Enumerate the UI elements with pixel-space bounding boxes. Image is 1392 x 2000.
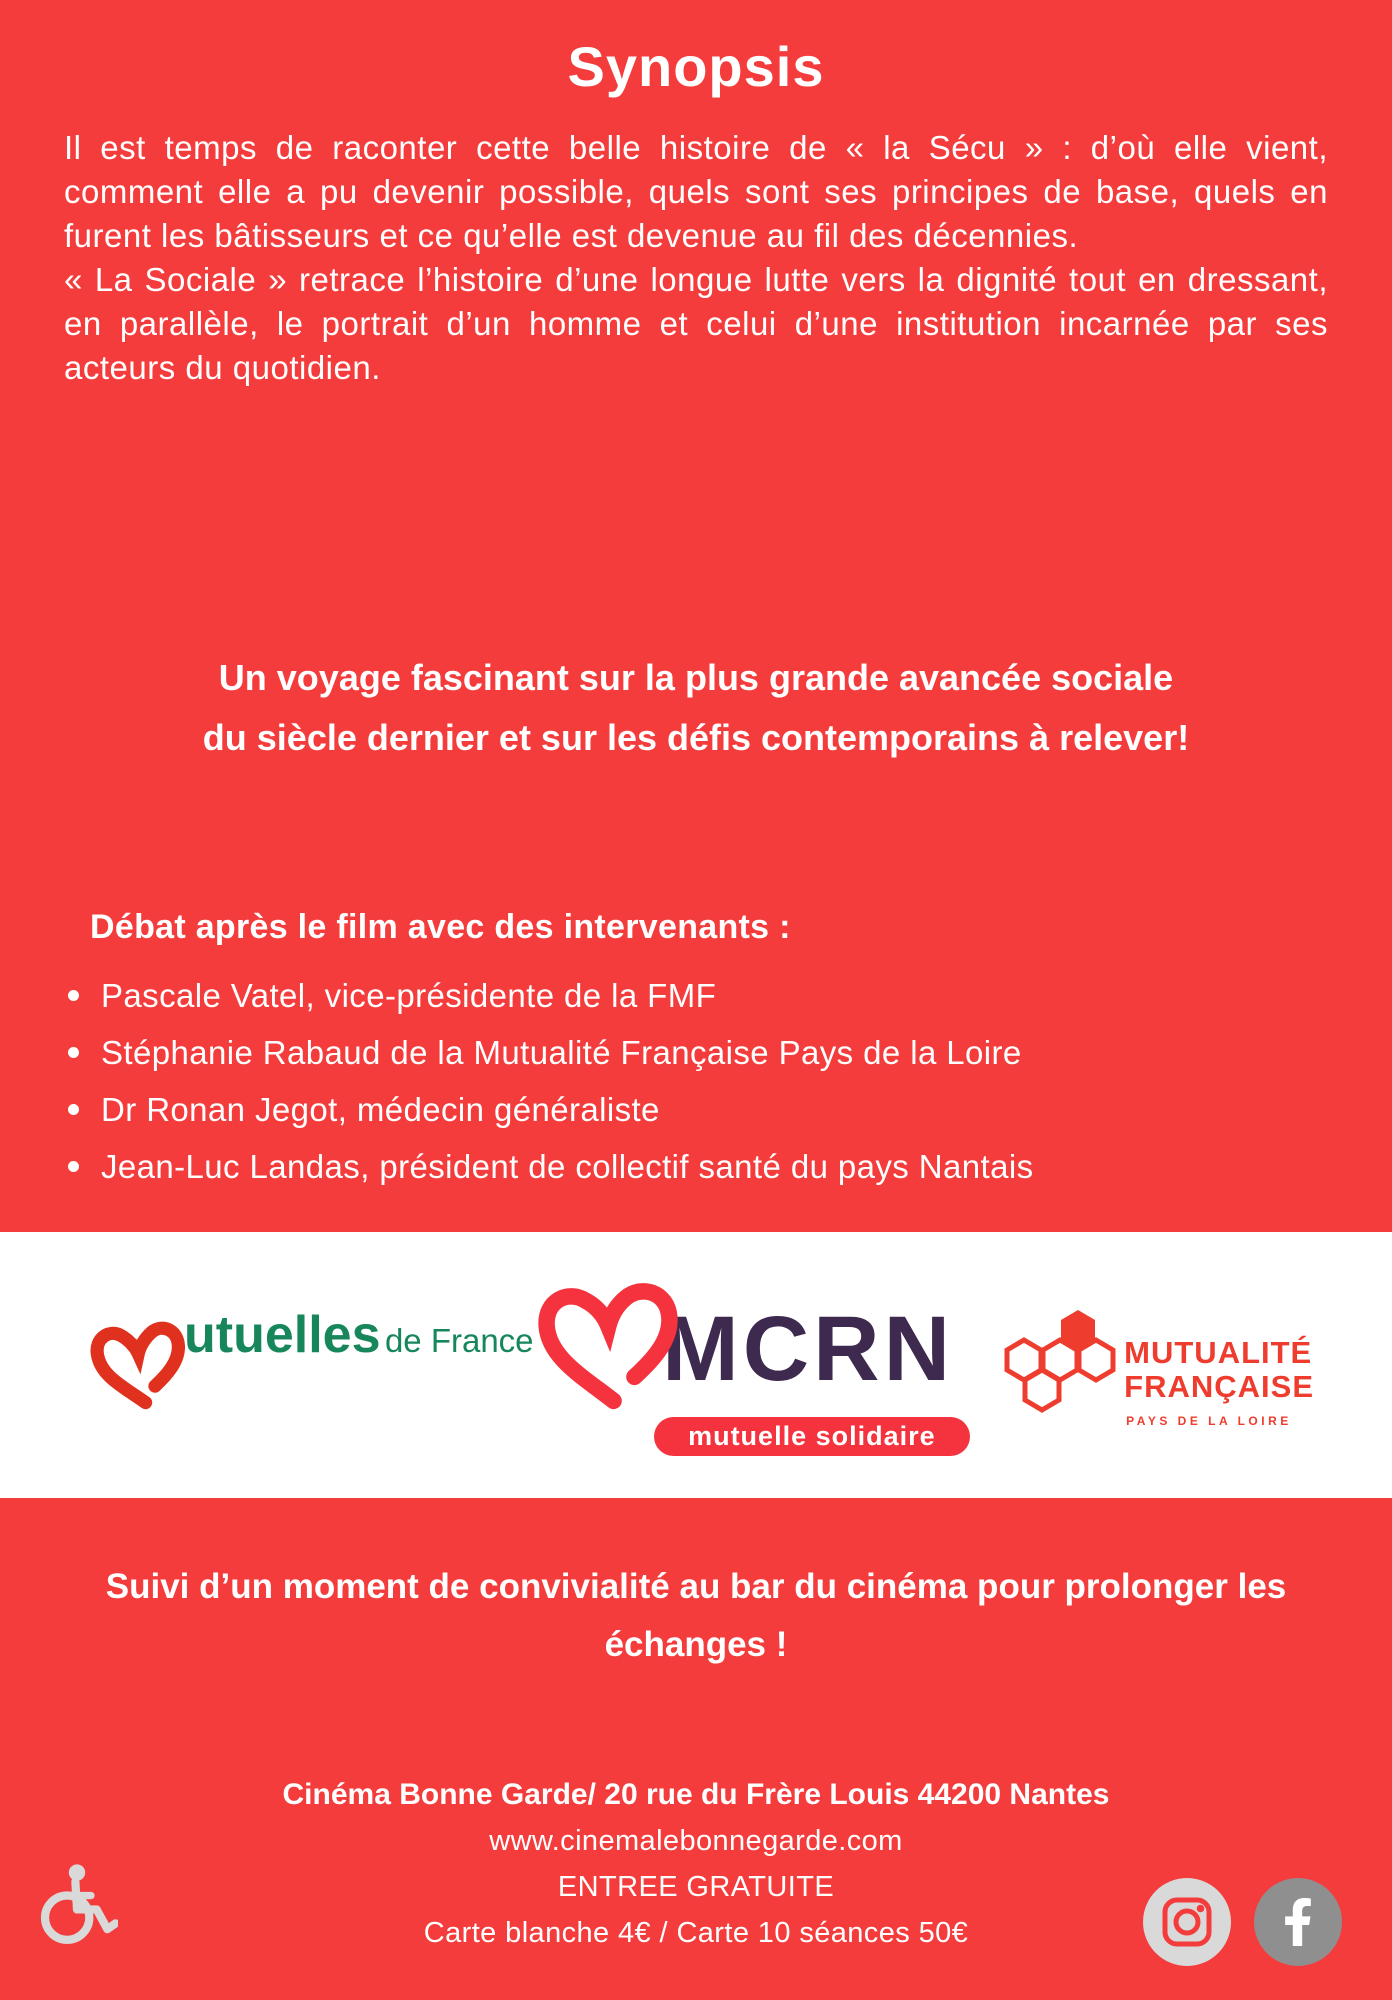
debate-heading: Débat après le film avec des intervenants :: [90, 908, 791, 946]
logo-subtitle: de France: [384, 1322, 534, 1359]
bullet-icon: [68, 1161, 79, 1172]
list-item: [64, 1081, 1354, 1138]
instagram-icon[interactable]: [1143, 1878, 1231, 1966]
partner-logo-band: [0, 1232, 1392, 1498]
speaker-name: Dr Ronan Jegot, médecin généraliste: [101, 1091, 660, 1128]
logo-wordmark: MCRN: [662, 1298, 955, 1400]
logo-text: [1124, 1336, 1314, 1428]
logo-mcrn: [530, 1275, 970, 1456]
synopsis-text: [64, 126, 1328, 390]
hexagons-icon: [996, 1302, 1116, 1418]
speaker-name: Stéphanie Rabaud de la Mutualité Française Pays de la Loire: [101, 1034, 1022, 1071]
cinema-address: Cinéma Bonne Garde/ 20 rue du Frère Louis 44200 Nantes: [282, 1778, 1110, 1811]
cinema-website: www.cinemalebonnegarde.com: [489, 1825, 903, 1857]
synopsis-paragraph-1: Il est temps de raconter cette belle histoire de « la Sécu » : d’où elle vient, comment elle a pu devenir possible, quels sont ses principes de base, quels en furent les bâtisseurs et ce qu’elle est devenue au fil des décennies.: [64, 129, 1328, 254]
list-item: [64, 1138, 1354, 1195]
speaker-name: Jean-Luc Landas, président de collectif santé du pays Nantais: [101, 1148, 1034, 1185]
logo-wordmark-line2: FRANÇAISE: [1124, 1369, 1314, 1404]
logo-wordmark-row: [530, 1275, 954, 1425]
logo-mutualite-francaise: [996, 1302, 1314, 1428]
highlight-text: Un voyage fascinant sur la plus grande avancée sociale du siècle dernier et sur les défis contemporains à relever!: [202, 657, 1190, 758]
list-item: [64, 967, 1354, 1024]
logo-mutuelles-de-france: [80, 1305, 534, 1425]
speakers-list: [64, 967, 1354, 1195]
page-title: Synopsis: [567, 35, 825, 98]
debate-section: [64, 908, 1354, 1195]
synopsis-paragraph-2: « La Sociale » retrace l’histoire d’une longue lutte vers la dignité tout en dressant, en parallèle, le portrait d’un homme et celui d’une institution incarnée par ses acteurs du quotidien.: [64, 261, 1328, 386]
list-item: [64, 1024, 1354, 1081]
logo-text: [184, 1305, 534, 1365]
admission-text: ENTREE GRATUITE: [557, 1871, 835, 1903]
wheelchair-icon: [36, 1858, 118, 1956]
heart-icon: [75, 1309, 206, 1431]
footer-info: [96, 1772, 1296, 1956]
heart-icon: [525, 1269, 695, 1430]
bullet-icon: [68, 1104, 79, 1115]
bullet-icon: [68, 1047, 79, 1058]
bullet-icon: [68, 990, 79, 1001]
convivial-invite-text: Suivi d’un moment de convivialité au bar du cinéma pour prolonger les échanges !: [105, 1567, 1287, 1664]
logo-tagline-pill: mutuelle solidaire: [654, 1417, 970, 1456]
logo-wordmark-line1: MUTUALITÉ: [1124, 1335, 1313, 1370]
social-links: [1143, 1878, 1342, 1966]
logo-wordmark: utuelles: [184, 1306, 381, 1364]
logo-region: PAYS DE LA LOIRE: [1126, 1414, 1292, 1428]
pricing-text: Carte blanche 4€ / Carte 10 séances 50€: [423, 1917, 969, 1949]
facebook-icon[interactable]: [1254, 1878, 1342, 1966]
speaker-name: Pascale Vatel, vice-présidente de la FMF: [101, 977, 717, 1014]
